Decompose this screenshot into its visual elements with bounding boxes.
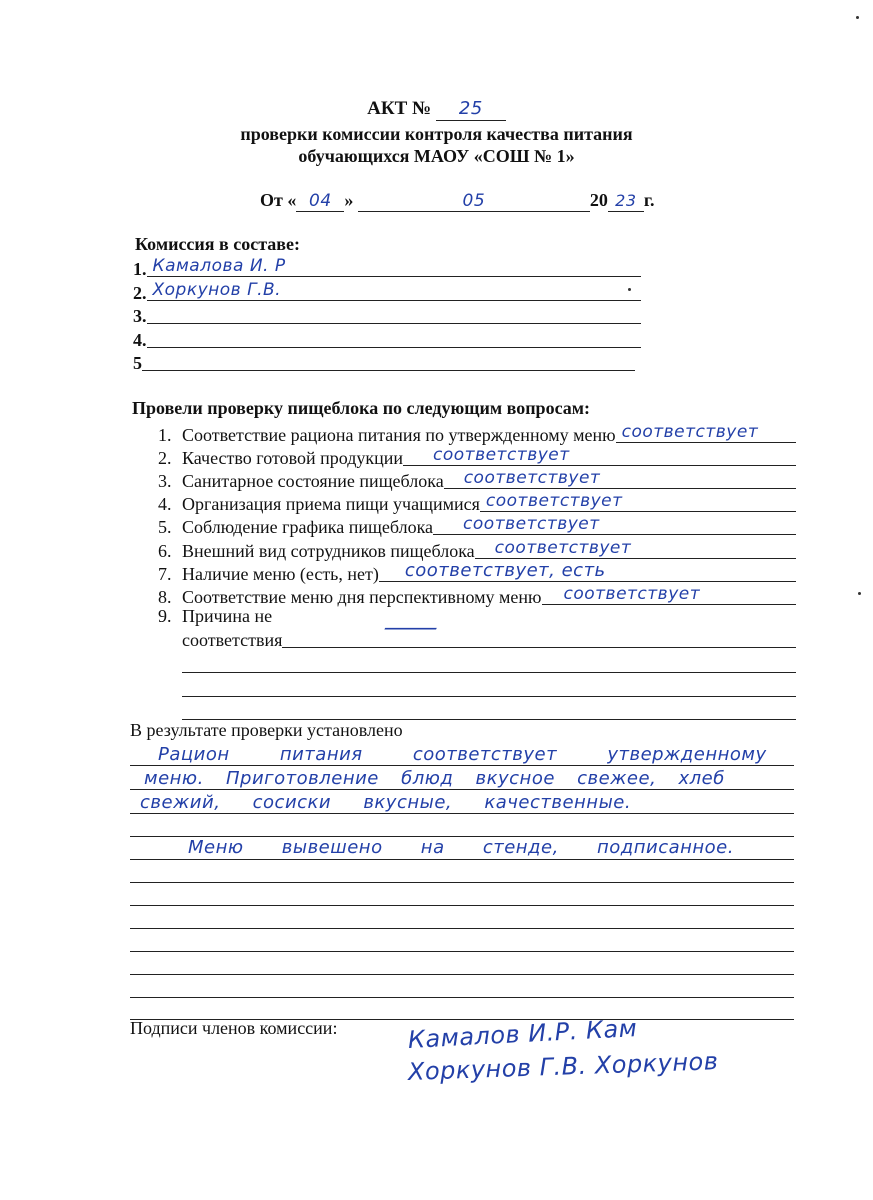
signature-line: Камалов И.Р. Кам — [407, 1014, 638, 1054]
signature-line: Хоркунов Г.В. Хоркунов — [407, 1047, 719, 1086]
answer-line — [475, 538, 796, 559]
question-label: Причина не — [182, 606, 273, 626]
question-number: 8. — [158, 587, 172, 607]
result-text-line: Меню вывешено на стенде, подписанное. — [188, 837, 734, 858]
question-label: Соблюдение графика пищеблока — [182, 517, 434, 537]
question-label: Внешний вид сотрудников пищеблока — [182, 541, 475, 561]
answer-text: — — [382, 616, 441, 641]
result-line — [130, 951, 794, 952]
result-text-line: свежий, сосиски вкусные, качественные. — [140, 792, 632, 813]
question-number: 1. — [158, 425, 172, 445]
date-close-quote: » — [344, 190, 354, 210]
question-label: соответствия — [182, 630, 283, 650]
commission-member-row — [133, 280, 641, 304]
blank-line — [182, 672, 796, 673]
member-line — [147, 303, 642, 324]
date-month: 05 — [462, 191, 486, 211]
date-year-end: г. — [643, 190, 655, 210]
inspection-title: Провели проверку пищеблока по следующим вопросам: — [132, 398, 591, 418]
answer-text: соответствует — [463, 468, 601, 488]
act-subtitle-line2: обучающихся МАОУ «СОШ № 1» — [298, 146, 575, 166]
date-day: 04 — [309, 191, 332, 211]
question-label: Организация приема пищи учащимися — [182, 494, 480, 514]
result-line — [130, 765, 794, 766]
act-title — [0, 98, 873, 121]
act-label: АКТ № — [367, 98, 432, 119]
question-row — [158, 491, 796, 515]
question-number: 6. — [158, 541, 172, 561]
answer-line — [444, 468, 796, 489]
blank-line — [182, 696, 796, 697]
question-number: 9. — [158, 606, 172, 626]
act-number: 25 — [458, 98, 483, 119]
answer-text: соответствует — [621, 422, 759, 442]
member-number: 2. — [133, 283, 147, 303]
question-label: Санитарное состояние пищеблока — [182, 471, 444, 491]
answer-line — [616, 422, 796, 443]
answer-line — [403, 445, 796, 466]
question-label: Соответствие рациона питания по утвержденному меню — [182, 425, 616, 445]
date-day-field — [296, 190, 344, 212]
commission-member-row — [133, 256, 641, 280]
commission-member-row — [133, 350, 635, 374]
commission-member-row — [133, 327, 641, 351]
answer-line — [379, 561, 796, 582]
result-line — [130, 928, 794, 929]
question-row — [158, 422, 796, 446]
commission-member-row — [133, 303, 641, 327]
question-number: 3. — [158, 471, 172, 491]
question-number: 4. — [158, 494, 172, 514]
question-row — [158, 468, 796, 492]
date-prefix: От « — [260, 190, 297, 210]
scan-speck — [858, 592, 861, 595]
member-name: Хоркунов Г.В. — [152, 280, 282, 300]
result-line — [130, 974, 794, 975]
member-name: Камалова И. Р — [152, 256, 286, 276]
member-line — [147, 327, 642, 348]
result-title: В результате проверки установлено — [130, 720, 403, 740]
date-year: 23 — [615, 191, 637, 210]
act-subtitle-line1: проверки комиссии контроля качества питания — [240, 124, 633, 144]
question-row — [158, 514, 796, 538]
act-number-field — [436, 98, 506, 121]
question-row — [158, 445, 796, 469]
question-row — [158, 538, 796, 562]
question-label: Соответствие меню дня перспективному меню — [182, 587, 542, 607]
question-row — [158, 561, 796, 585]
date-month-field — [358, 190, 590, 212]
answer-text: соответствует, есть — [404, 560, 606, 581]
answer-line — [542, 584, 797, 605]
answer-line — [433, 514, 796, 535]
member-line — [147, 280, 642, 301]
commission-title: Комиссия в составе: — [135, 234, 300, 254]
answer-text: соответствует — [494, 538, 632, 558]
result-line — [130, 905, 794, 906]
date-line — [260, 190, 655, 212]
scan-speck — [628, 288, 631, 291]
result-line — [130, 789, 794, 790]
member-line — [142, 350, 635, 371]
date-year-field — [608, 190, 644, 212]
member-line — [147, 256, 642, 277]
member-number: 1. — [133, 259, 147, 279]
answer-text: соответствует — [463, 514, 600, 534]
result-line — [130, 997, 794, 998]
question-number: 7. — [158, 564, 172, 584]
result-line — [130, 882, 794, 883]
member-number: 5 — [133, 353, 142, 373]
question-number: 5. — [158, 517, 172, 537]
answer-text: соответствует — [433, 445, 570, 465]
date-year-prefix: 20 — [589, 190, 608, 210]
signatures-title: Подписи членов комиссии: — [130, 1018, 338, 1038]
answer-line — [480, 491, 796, 512]
result-text-line: меню. Приготовление блюд вкусное свежее, хлеб — [144, 768, 725, 789]
question-label: Наличие меню (есть, нет) — [182, 564, 379, 584]
question-label: Качество готовой продукции — [182, 448, 404, 468]
member-number: 3. — [133, 306, 147, 326]
scan-speck — [856, 16, 859, 19]
question-number: 2. — [158, 448, 172, 468]
result-line — [130, 813, 794, 814]
question-row — [158, 584, 796, 608]
member-number: 4. — [133, 330, 147, 350]
result-text-line: Рацион питания соответствует утвержденному — [158, 744, 767, 765]
answer-text: соответствует — [563, 584, 701, 604]
result-line — [130, 859, 794, 860]
answer-line — [282, 616, 796, 648]
answer-text: соответствует — [485, 491, 623, 511]
